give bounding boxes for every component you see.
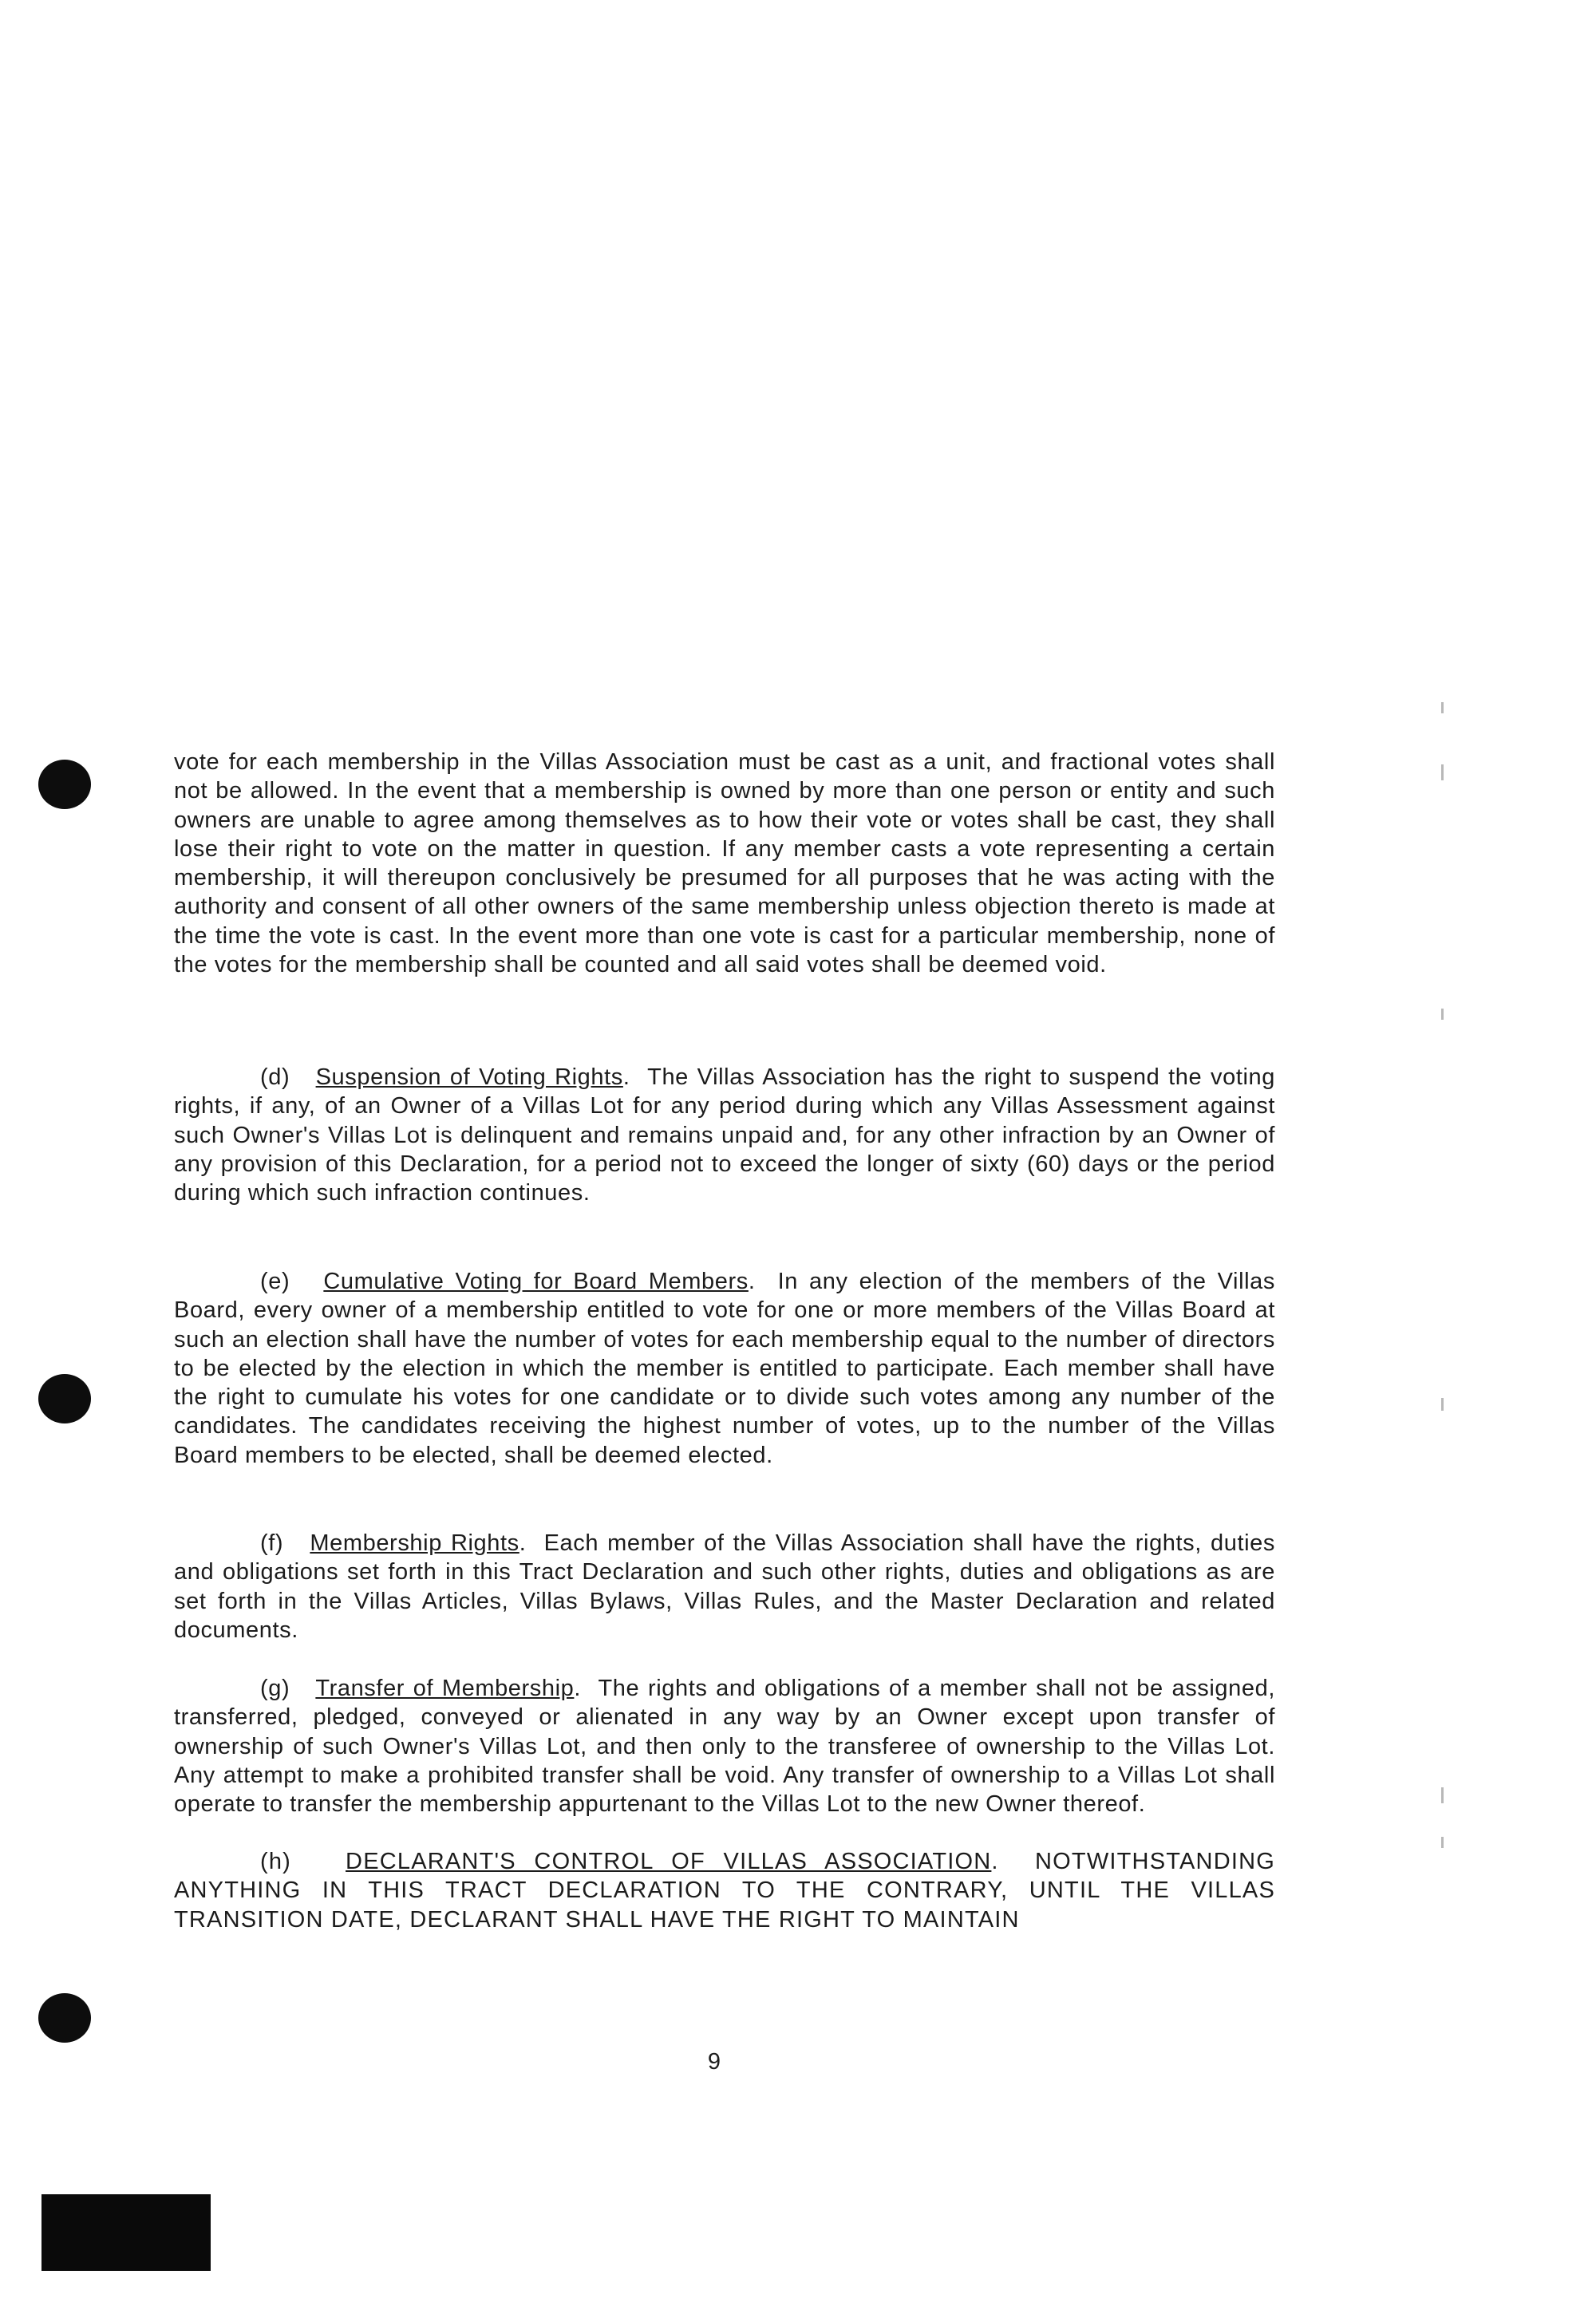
paragraph-intro <box>174 748 1275 979</box>
paragraph-intro-text: vote for each membership in the Villas Association must be cast as a unit, and fractional votes shall not be allowed. In the event that a membership is owned by more than one person or entity and such owners are unable to agree among themselves as to how their vote or votes shall be cast, they shall lose their right to vote on the matter in question. If any member casts a vote representing a certain membership, it will thereupon conclusively be presumed for all purposes that he was acting with the authority and consent of all other owners of the same membership unless objection thereto is made at the time the vote is cast. In the event more than one vote is cast for a particular membership, none of the votes for the membership shall be counted and all said votes shall be deemed void. <box>174 749 1275 978</box>
scan-speck <box>1441 1398 1444 1411</box>
section-f: (f) Membership Rights. Each member of the Villas Association shall have the rights, duties and obligations set forth in this Tract Declaration and such other rights, duties and obligations as are set forth in the Villas Articles, Villas Bylaws, Villas Rules, and the Master Declaration and related documents. <box>174 1530 1275 1643</box>
scan-speck <box>1441 1787 1444 1803</box>
section-f-label: (f) <box>260 1530 284 1556</box>
section-d: (d) Suspension of Voting Rights. The Villas Association has the right to suspend the voting rights, if any, of an Owner of a Villas Lot for any period during which any Villas Assessment against such Owner's Villas Lot is delinquent and remains unpaid and, for any other infraction by an Owner of any provision of this Declaration, for a period not to exceed the longer of sixty (60) days or the period during which such infraction continues. <box>174 1064 1275 1206</box>
section-f-body: Each member of the Villas Association shall have the rights, duties and obligations set forth in this Tract Declaration and such other rights, duties and obligations as are set forth in the Villas Articles, Villas Bylaws, Villas Rules, and the Master Declaration and related documents. <box>174 1530 1275 1643</box>
section-d-heading: Suspension of Voting Rights <box>315 1064 623 1090</box>
section-h-heading: DECLARANT'S CONTROL OF VILLAS ASSOCIATION <box>346 1849 992 1874</box>
section-f-heading: Membership Rights <box>310 1530 519 1556</box>
binder-hole-bottom <box>38 1993 91 2043</box>
section-h-body: NOTWITHSTANDING ANYTHING IN THIS TRACT DECLARATION TO THE CONTRARY, UNTIL THE VILLAS TRANSITION DATE, DECLARANT SHALL HAVE THE RIGHT TO MAINTAIN <box>174 1849 1275 1933</box>
section-g-body: The rights and obligations of a member shall not be assigned, transferred, pledged, conveyed or alienated in any way by an Owner except upon transfer of ownership of such Owner's Villas Lot, and then only to the transferee of ownership to the Villas Lot. Any attempt to make a prohibited transfer shall be void. Any transfer of ownership to a Villas Lot shall operate to transfer the membership appurtenant to the Villas Lot to the new Owner thereof. <box>174 1676 1276 1818</box>
scan-speck <box>1441 702 1444 713</box>
section-e-heading: Cumulative Voting for Board Members <box>323 1269 749 1294</box>
section-h-label: (h) <box>260 1849 292 1874</box>
page-number: 9 <box>707 2049 721 2075</box>
section-e-label: (e) <box>260 1269 290 1294</box>
section-g-heading: Transfer of Membership <box>315 1676 575 1701</box>
scan-speck <box>1441 764 1444 780</box>
binder-hole-middle <box>38 1374 91 1423</box>
section-d-label: (d) <box>260 1064 290 1090</box>
scan-speck <box>1441 1009 1444 1020</box>
section-e-body: In any election of the members of the Villas Board, every owner of a membership entitled to vote for one or more members of the Villas Board at such an election shall have the number of votes for each membership equal to the number of directors to be elected by the election in which the member is entitled to participate. Each member shall have the right to cumulate his votes for one candidate or to divide such votes among any number of the candidates. The candidates receiving the highest number of votes, up to the number of the Villas Board members to be elected, shall be deemed elected. <box>174 1269 1276 1468</box>
section-e: (e) Cumulative Voting for Board Members. In any election of the members of the Villas Board, every owner of a membership entitled to vote for one or more members of the Villas Board at such an election shall have the number of votes for each membership equal to the number of directors to be elected by the election in which the member is entitled to participate. Each member shall have the right to cumulate his votes for one candidate or to divide such votes among any number of the candidates. The candidates receiving the highest number of votes, up to the number of the Villas Board members to be elected, shall be deemed elected. <box>174 1269 1276 1468</box>
scan-speck <box>1441 1837 1444 1848</box>
section-h: (h) DECLARANT'S CONTROL OF VILLAS ASSOCIATION. NOTWITHSTANDING ANYTHING IN THIS TRACT DECLARATION TO THE CONTRARY, UNTIL THE VILLAS TRANSITION DATE, DECLARANT SHALL HAVE THE RIGHT TO MAINTAIN <box>174 1849 1275 1933</box>
section-d-body: The Villas Association has the right to suspend the voting rights, if any, of an Owner of a Villas Lot for any period during which any Villas Assessment against such Owner's Villas Lot is delinquent and remains unpaid and, for any other infraction by an Owner of any provision of this Declaration, for a period not to exceed the longer of sixty (60) days or the period during which such infraction continues. <box>174 1064 1275 1206</box>
scan-artifact-bar <box>41 2194 211 2271</box>
section-g-label: (g) <box>260 1676 290 1701</box>
binder-hole-top <box>38 760 91 809</box>
section-g: (g) Transfer of Membership. The rights and obligations of a member shall not be assigned, transferred, pledged, conveyed or alienated in any way by an Owner except upon transfer of ownership of such Owner's Villas Lot, and then only to the transferee of ownership to the Villas Lot. Any attempt to make a prohibited transfer shall be void. Any transfer of ownership to a Villas Lot shall operate to transfer the membership appurtenant to the Villas Lot to the new Owner thereof. <box>174 1676 1276 1818</box>
